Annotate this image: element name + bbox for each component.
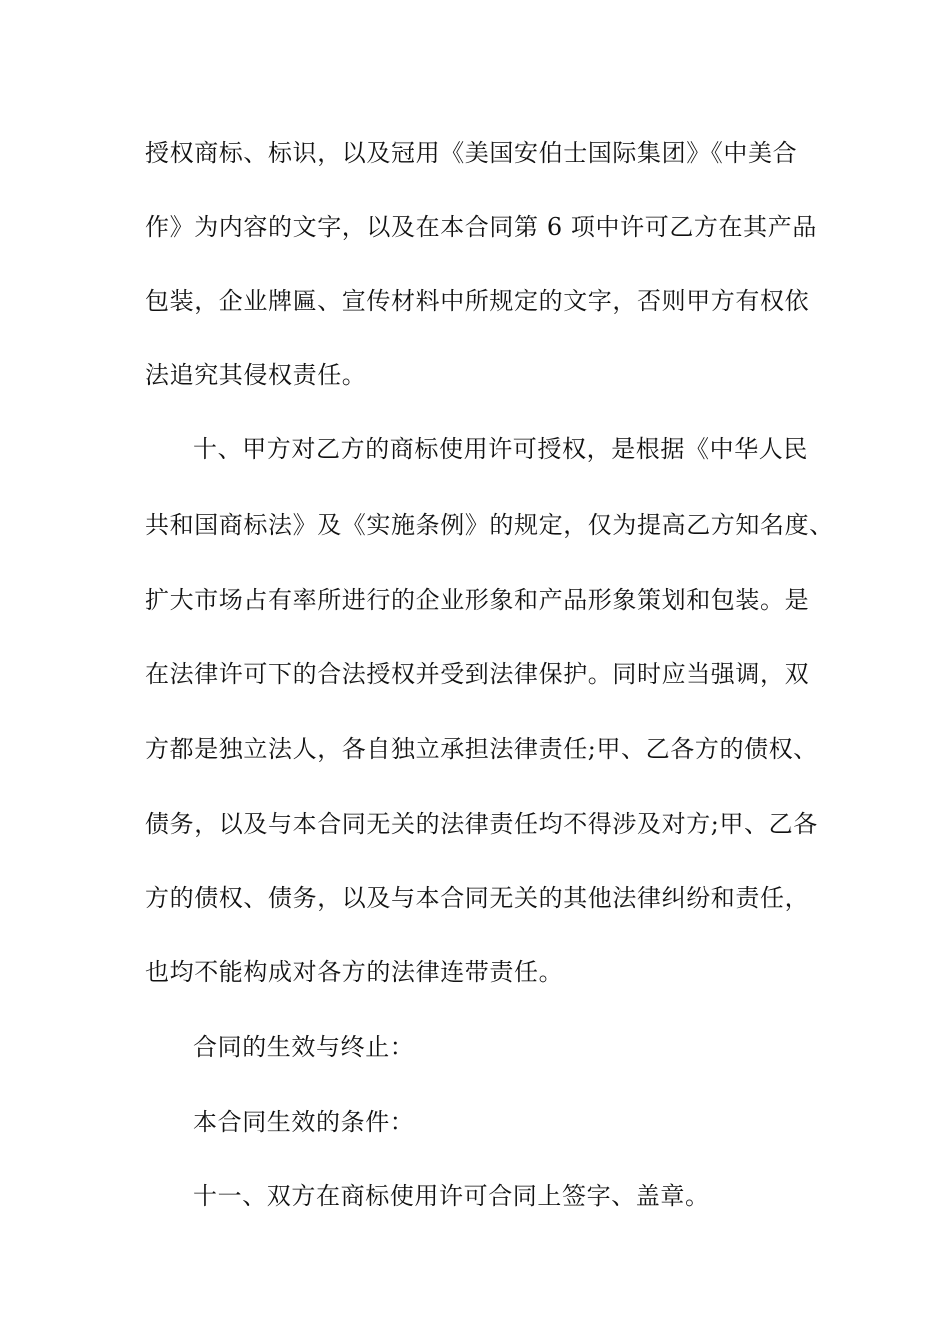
text-line: 共和国商标法》及《实施条例》的规定，仅为提高乙方知名度、 <box>145 511 834 539</box>
text-line: 方都是独立法人，各自独立承担法律责任;甲、乙各方的债权、 <box>145 735 818 763</box>
text-line: 包装，企业牌匾、宣传材料中所规定的文字，否则甲方有权依 <box>145 287 810 315</box>
subsection-heading: 本合同生效的条件： <box>193 1108 415 1136</box>
text-line: 债务，以及与本合同无关的法律责任均不得涉及对方;甲、乙各 <box>145 810 818 838</box>
text-line: 在法律许可下的合法授权并受到法律保护。同时应当强调，双 <box>145 660 810 688</box>
paragraph-start-line: 十、甲方对乙方的商标使用许可授权，是根据《中华人民 <box>193 435 808 463</box>
text-line: 扩大市场占有率所进行的企业形象和产品形象策划和包装。是 <box>145 586 810 614</box>
text-line: 授权商标、标识，以及冠用《美国安伯士国际集团》《中美合 <box>145 139 798 167</box>
text-line: 作》为内容的文字，以及在本合同第 6 项中许可乙方在其产品 <box>145 213 817 241</box>
text-line: 方的债权、债务，以及与本合同无关的其他法律纠纷和责任， <box>145 884 810 912</box>
text-line: 也均不能构成对各方的法律连带责任。 <box>145 958 564 986</box>
clause-line: 十一、双方在商标使用许可合同上签字、盖章。 <box>193 1182 710 1210</box>
text-line: 法追究其侵权责任。 <box>145 361 367 389</box>
section-heading: 合同的生效与终止： <box>193 1033 415 1061</box>
